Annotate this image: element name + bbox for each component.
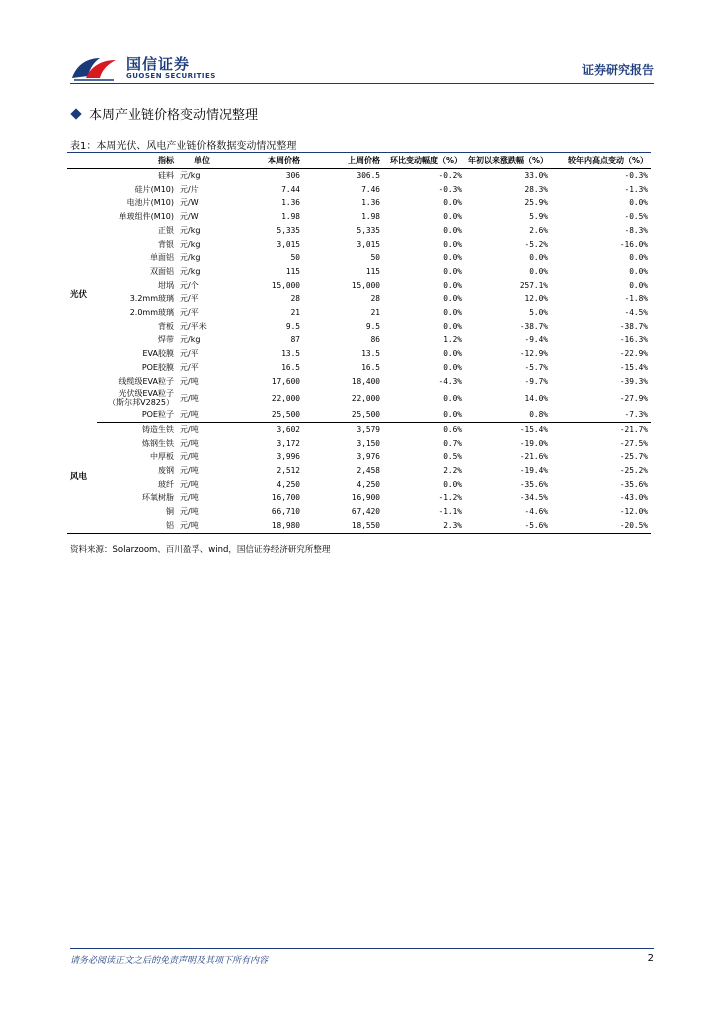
table-cell-item: 单面铝 — [150, 253, 174, 263]
table-cell-item: 铝 — [166, 520, 174, 530]
table-cell-last-week: 306.5 — [356, 171, 380, 180]
table-cell-item: 中厚板 — [150, 452, 174, 462]
logo-chinese-name: 国信证券 — [126, 55, 191, 73]
table-caption: 表1：本周光伏、风电产业链价格数据变动情况整理 — [70, 141, 297, 152]
guosen-logo-icon — [70, 52, 118, 82]
table-cell-unit: 元/吨 — [180, 393, 199, 403]
header-ytd: 年初以来涨跌幅（%） — [465, 153, 551, 169]
table-cell-ytd: -5.2% — [524, 239, 548, 249]
table-cell-wow: 0.5% — [443, 452, 462, 462]
table-cell-last-week: 9.5 — [365, 321, 380, 331]
table-cell-ytd: 257.1% — [519, 280, 548, 290]
table-cell-item: 双面铝 — [150, 266, 174, 276]
table-cell-item: 铸造生铁 — [97, 422, 177, 436]
table-cell-unit: 元/片 — [180, 184, 199, 194]
header-this-week: 本周价格 — [227, 153, 303, 169]
page-header — [0, 0, 724, 86]
table-cell-item: 背银 — [158, 239, 174, 249]
table-cell-from-high: -35.6% — [619, 479, 648, 489]
table-row — [67, 408, 651, 422]
table-cell-unit: 元/W — [180, 198, 199, 208]
table-cell-last-week: 3,579 — [303, 422, 383, 436]
table-cell-unit: 元/W — [180, 212, 199, 222]
table-cell-last-week: 25,500 — [351, 410, 380, 420]
table-cell-unit: 元/个 — [180, 280, 199, 290]
table-cell-last-week: 18,550 — [351, 520, 380, 530]
table-cell-unit: 元/kg — [180, 266, 201, 276]
table-cell-unit: 元/平 — [180, 349, 199, 359]
table-cell-this-week: 115 — [285, 266, 300, 276]
table-cell-item: EVA胶膜 — [142, 349, 174, 359]
table-row — [67, 251, 651, 265]
table-cell-wow: 0.0% — [443, 479, 462, 489]
table-cell-ytd: 25.9% — [524, 198, 548, 208]
table-cell-this-week: 3,172 — [276, 438, 300, 448]
table-cell-from-high: -7.3% — [624, 410, 648, 420]
table-cell-item-line: 光伏级EVA粒子 — [118, 388, 174, 398]
table-cell-this-week: 21 — [290, 308, 300, 318]
table-cell-from-high: -16.3% — [619, 335, 648, 345]
table-cell-item: 焊带 — [158, 335, 174, 345]
table-cell-from-high: -39.3% — [619, 376, 648, 386]
table-cell-item: 硅片(M10) — [134, 184, 174, 194]
table-cell-unit: 元/kg — [180, 225, 201, 235]
table-cell-ytd: -38.7% — [519, 321, 548, 331]
table-cell-this-week: 22,000 — [271, 393, 300, 403]
table-header-row — [67, 153, 651, 169]
table-cell-this-week: 28 — [290, 294, 300, 304]
table-cell-last-week: 22,000 — [351, 393, 380, 403]
price-table-container — [67, 152, 651, 534]
table-body — [67, 169, 651, 533]
table-cell-this-week: 16,700 — [271, 493, 300, 503]
table-cell-wow: -1.1% — [438, 507, 462, 517]
table-cell-ytd: -34.5% — [519, 493, 548, 503]
table-cell-ytd: -35.6% — [519, 479, 548, 489]
table-cell-ytd: -19.0% — [519, 438, 548, 448]
table-cell-wow: 0.0% — [443, 308, 462, 318]
table-row — [67, 347, 651, 361]
table-cell-wow: -0.3% — [438, 184, 462, 194]
table-cell-this-week: 16.5 — [281, 362, 300, 372]
table-cell-last-week: 3,976 — [356, 452, 380, 462]
table-cell-group: 风电 — [70, 471, 88, 482]
table-row — [67, 478, 651, 492]
table-cell-wow: 0.0% — [443, 393, 462, 403]
table-cell-ytd: 28.3% — [524, 184, 548, 194]
table-row — [67, 169, 651, 183]
page-number: 2 — [647, 953, 654, 964]
table-cell-unit: 元/kg — [180, 239, 201, 249]
table-cell-unit: 元/kg — [180, 253, 201, 263]
table-cell-this-week: 13.5 — [281, 349, 300, 359]
table-cell-item: 背板 — [158, 321, 174, 331]
table-cell-item: 炼钢生铁 — [142, 438, 174, 448]
table-cell-wow: 0.0% — [443, 321, 462, 331]
table-cell-this-week: 5,335 — [276, 225, 300, 235]
table-cell-last-week: 3,015 — [356, 239, 380, 249]
table-cell-from-high: -15.4% — [619, 362, 648, 372]
table-cell-unit: 元/平米 — [180, 321, 207, 331]
table-row — [67, 437, 651, 451]
table-cell-from-high: -1.8% — [624, 294, 648, 304]
table-cell-unit: 元/吨 — [180, 493, 199, 503]
table-cell-from-high: -0.5% — [624, 212, 648, 222]
table-cell-this-week: 50 — [290, 253, 300, 263]
table-cell-last-week: 86 — [370, 335, 380, 345]
table-cell-wow: -4.3% — [438, 376, 462, 386]
table-cell-unit: 元/吨 — [180, 438, 199, 448]
table-cell-from-high: -22.9% — [619, 349, 648, 359]
table-cell-last-week: 18,400 — [351, 376, 380, 386]
section-title — [70, 104, 258, 123]
table-cell-item: 玻纤 — [158, 479, 174, 489]
table-cell-this-week: 18,980 — [271, 520, 300, 530]
table-row — [67, 265, 651, 279]
table-cell-wow: 0.0% — [443, 198, 462, 208]
table-cell-last-week: 21 — [370, 308, 380, 318]
table-cell-this-week: 306 — [285, 171, 300, 180]
table-cell-wow: 0.0% — [443, 362, 462, 372]
table-row — [67, 196, 651, 210]
table-cell-item: 2.0mm玻璃 — [129, 308, 174, 318]
table-cell-wow: 1.2% — [443, 335, 462, 345]
table-cell-group: 光伏 — [70, 289, 88, 300]
table-cell-wow: 0.0% — [443, 294, 462, 304]
table-row — [67, 491, 651, 505]
table-cell-unit: 元/吨 — [177, 422, 227, 436]
table-cell-unit: 元/kg — [180, 171, 201, 180]
table-cell-last-week: 1.98 — [361, 212, 380, 222]
table-cell-last-week: 16,900 — [351, 493, 380, 503]
disclaimer-note: 请务必阅读正文之后的免责声明及其项下所有内容 — [70, 956, 269, 966]
table-cell-ytd: -9.7% — [524, 376, 548, 386]
table-cell-from-high: -12.0% — [619, 507, 648, 517]
table-cell-wow: 0.7% — [443, 438, 462, 448]
table-cell-unit: 元/吨 — [180, 376, 199, 386]
table-cell-item-line: （斯尔邦V2825） — [108, 398, 174, 408]
table-cell-last-week: 3,150 — [356, 438, 380, 448]
table-cell-unit: 元/吨 — [180, 507, 199, 517]
table-cell-wow: 0.0% — [443, 225, 462, 235]
table-cell-wow: -1.2% — [438, 493, 462, 503]
table-cell-unit: 元/kg — [180, 335, 201, 345]
table-cell-wow: 0.6% — [383, 422, 465, 436]
logo-english-name: GUOSEN SECURITIES — [126, 72, 216, 80]
table-cell-wow: 0.0% — [443, 410, 462, 420]
footer-divider — [70, 948, 654, 949]
table-cell-unit: 元/平 — [180, 362, 199, 372]
header-group — [67, 153, 97, 169]
table-cell-from-high: -25.2% — [619, 466, 648, 476]
table-row — [67, 450, 651, 464]
table-row — [67, 333, 651, 347]
table-row — [67, 292, 651, 306]
table-cell-ytd: 12.0% — [524, 294, 548, 304]
table-cell-from-high: 0.0% — [629, 198, 648, 208]
report-type-label: 证券研究报告 — [581, 63, 654, 77]
table-cell-from-high: -16.0% — [619, 239, 648, 249]
table-cell-item: 单玻组件(M10) — [118, 212, 174, 222]
table-cell-ytd: 0.8% — [529, 410, 548, 420]
table-cell-ytd: -21.6% — [519, 452, 548, 462]
table-cell-wow: 2.3% — [443, 520, 462, 530]
guosen-logo — [70, 52, 250, 84]
section-title-text: 本周产业链价格变动情况整理 — [89, 108, 259, 123]
table-row — [67, 375, 651, 389]
table-cell-item: 坩埚 — [158, 280, 174, 290]
table-row — [67, 361, 651, 375]
table-cell-from-high: -4.5% — [624, 308, 648, 318]
table-cell-last-week: 5,335 — [356, 225, 380, 235]
table-cell-ytd: -5.6% — [524, 520, 548, 530]
table-cell-last-week: 13.5 — [361, 349, 380, 359]
table-cell-from-high: 0.0% — [629, 280, 648, 290]
table-cell-ytd: 0.0% — [529, 253, 548, 263]
table-cell-item: 废钢 — [158, 466, 174, 476]
price-table — [67, 153, 651, 533]
table-row — [67, 210, 651, 224]
table-cell-ytd: 2.6% — [529, 225, 548, 235]
table-cell-from-high: -20.5% — [619, 520, 648, 530]
table-cell-this-week: 25,500 — [271, 410, 300, 420]
table-row — [67, 238, 651, 252]
table-cell-wow: 0.0% — [443, 212, 462, 222]
table-cell-item: 线缆级EVA粒子 — [118, 376, 174, 386]
table-cell-item: POE胶膜 — [141, 362, 174, 372]
table-cell-item: 铜 — [166, 507, 174, 517]
table-cell-this-week: 87 — [290, 335, 300, 345]
table-row — [67, 519, 651, 533]
table-cell-this-week: 66,710 — [271, 507, 300, 517]
diamond-bullet-icon — [70, 108, 81, 119]
table-cell-item — [97, 388, 177, 408]
table-cell-wow: -0.2% — [438, 171, 462, 180]
table-cell-last-week: 67,420 — [351, 507, 380, 517]
header-divider — [70, 83, 654, 84]
table-cell-last-week: 1.36 — [361, 198, 380, 208]
table-cell-last-week: 2,458 — [356, 466, 380, 476]
table-cell-wow: 0.0% — [443, 280, 462, 290]
table-cell-ytd: -19.4% — [519, 466, 548, 476]
table-row — [67, 224, 651, 238]
header-wow: 环比变动幅度（%） — [383, 153, 465, 169]
table-cell-last-week: 16.5 — [361, 362, 380, 372]
table-cell-item: 正银 — [158, 225, 174, 235]
table-cell-this-week: 1.36 — [281, 198, 300, 208]
header-item: 指标 — [97, 153, 177, 169]
table-cell-this-week: 15,000 — [271, 280, 300, 290]
table-cell-ytd: -5.7% — [524, 362, 548, 372]
table-row — [67, 183, 651, 197]
table-cell-wow: 0.0% — [443, 253, 462, 263]
table-cell-ytd: -9.4% — [524, 335, 548, 345]
table-cell-wow: 0.0% — [443, 266, 462, 276]
table-cell-ytd: -4.6% — [524, 507, 548, 517]
table-cell-item: 电池片(M10) — [126, 198, 174, 208]
header-unit: 单位 — [177, 153, 227, 169]
table-cell-from-high: -25.7% — [619, 452, 648, 462]
table-cell-from-high: -21.7% — [551, 422, 651, 436]
table-cell-last-week: 28 — [370, 294, 380, 304]
table-row — [67, 464, 651, 478]
table-cell-from-high: 0.0% — [629, 266, 648, 276]
table-row — [67, 388, 651, 408]
table-row — [67, 505, 651, 519]
table-row — [67, 279, 651, 293]
table-cell-unit: 元/平 — [180, 308, 199, 318]
table-cell-unit: 元/吨 — [180, 410, 199, 420]
table-cell-item: 3.2mm玻璃 — [129, 294, 174, 304]
table-cell-this-week: 3,602 — [227, 422, 303, 436]
table-cell-this-week: 7.44 — [281, 184, 300, 194]
table-row — [67, 306, 651, 320]
table-cell-item: POE粒子 — [141, 410, 174, 420]
table-cell-from-high: -8.3% — [624, 225, 648, 235]
header-from-high: 较年内高点变动（%） — [551, 153, 651, 169]
table-cell-unit: 元/平 — [180, 294, 199, 304]
data-source-note: 资料来源：Solarzoom、百川盈孚、wind，国信证券经济研究所整理 — [70, 545, 331, 555]
table-cell-last-week: 4,250 — [356, 479, 380, 489]
table-cell-unit: 元/吨 — [180, 479, 199, 489]
table-cell-wow: 0.0% — [443, 349, 462, 359]
table-cell-from-high: 0.0% — [629, 253, 648, 263]
table-cell-from-high: -38.7% — [619, 321, 648, 331]
table-cell-this-week: 17,600 — [271, 376, 300, 386]
table-cell-this-week: 9.5 — [285, 321, 300, 331]
table-cell-from-high: -43.0% — [619, 493, 648, 503]
table-cell-last-week: 115 — [365, 266, 380, 276]
table-cell-wow: 2.2% — [443, 466, 462, 476]
table-cell-unit: 元/吨 — [180, 466, 199, 476]
table-cell-last-week: 50 — [370, 253, 380, 263]
table-cell-this-week: 3,015 — [276, 239, 300, 249]
table-cell-unit: 元/吨 — [180, 452, 199, 462]
table-cell-wow: 0.0% — [443, 239, 462, 249]
table-cell-ytd: 5.0% — [529, 308, 548, 318]
table-cell-item: 环氧树脂 — [142, 493, 174, 503]
table-cell-from-high: -0.3% — [624, 171, 648, 180]
table-row — [67, 422, 651, 436]
header-last-week: 上周价格 — [303, 153, 383, 169]
table-cell-from-high: -27.5% — [619, 438, 648, 448]
table-cell-ytd: 0.0% — [529, 266, 548, 276]
table-cell-this-week: 2,512 — [276, 466, 300, 476]
table-cell-ytd: -15.4% — [465, 422, 551, 436]
table-cell-ytd: 14.0% — [524, 393, 548, 403]
table-cell-unit: 元/吨 — [180, 520, 199, 530]
table-cell-last-week: 7.46 — [361, 184, 380, 194]
table-cell-last-week: 15,000 — [351, 280, 380, 290]
table-cell-ytd: -12.9% — [519, 349, 548, 359]
table-cell-ytd: 5.9% — [529, 212, 548, 222]
table-row — [67, 320, 651, 334]
table-bottom-rule — [67, 533, 651, 534]
table-cell-item: 硅料 — [158, 171, 174, 180]
table-cell-this-week: 1.98 — [281, 212, 300, 222]
table-cell-from-high: -1.3% — [624, 184, 648, 194]
table-cell-from-high: -27.9% — [619, 393, 648, 403]
table-cell-this-week: 3,996 — [276, 452, 300, 462]
table-cell-ytd: 33.0% — [524, 171, 548, 180]
table-cell-this-week: 4,250 — [276, 479, 300, 489]
